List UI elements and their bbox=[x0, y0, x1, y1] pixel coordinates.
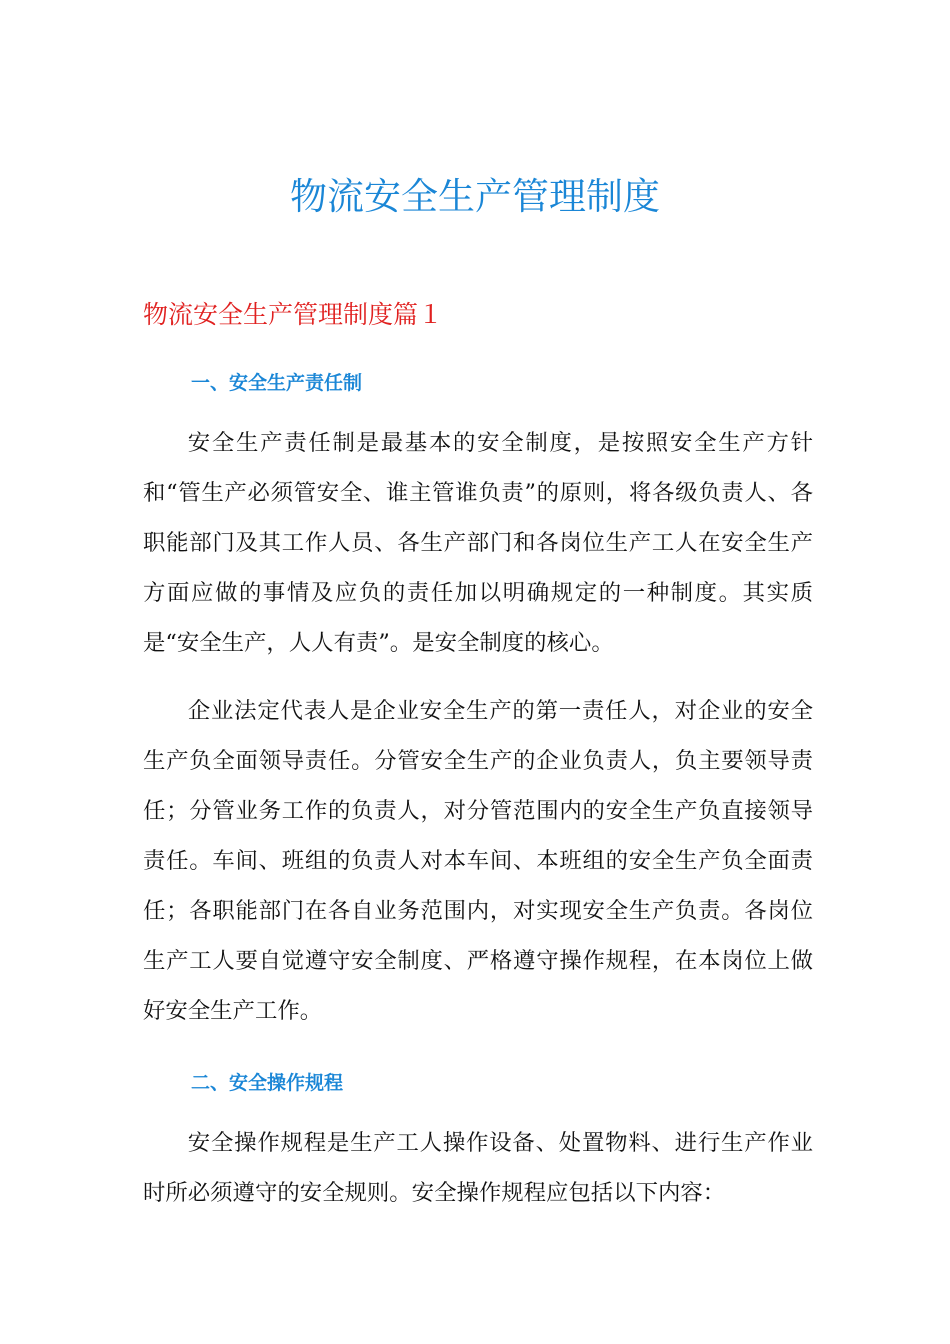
section-1-paragraph-1: 安全生产责任制是最基本的安全制度，是按照安全生产方针和“管生产必须管安全、谁主管谁负责”的原则，将各级负责人、各职能部门及其工作人员、各生产部门和各岗位生产工人在安全生产方面应做的事情及应负的责任加以明确规定的一种制度。其实质是“安全生产，人人有责”。是安全制度的核心。 bbox=[143, 430, 813, 656]
document-title: 物流安全生产管理制度 bbox=[290, 175, 660, 218]
section-1-paragraph-2: 企业法定代表人是企业安全生产的第一责任人，对企业的安全生产负全面领导责任。分管安全生产的企业负责人，负主要领导责任；分管业务工作的负责人，对分管范围内的安全生产负直接领导责任。车间、班组的负责人对本车间、本班组的安全生产负全面责任；各职能部门在各自业务范围内，对实现安全生产负责。各岗位生产工人要自觉遵守安全制度、严格遵守操作规程，在本岗位上做好安全生产工作。 bbox=[143, 698, 813, 1024]
section-2-paragraph-1: 安全操作规程是生产工人操作设备、处置物料、进行生产作业时所必须遵守的安全规则。安全操作规程应包括以下内容： bbox=[143, 1130, 813, 1206]
section-heading-2: 二、安全操作规程 bbox=[191, 1072, 344, 1094]
section-heading-1: 一、安全生产责任制 bbox=[191, 372, 363, 394]
part-heading: 物流安全生产管理制度篇１ bbox=[143, 300, 444, 329]
